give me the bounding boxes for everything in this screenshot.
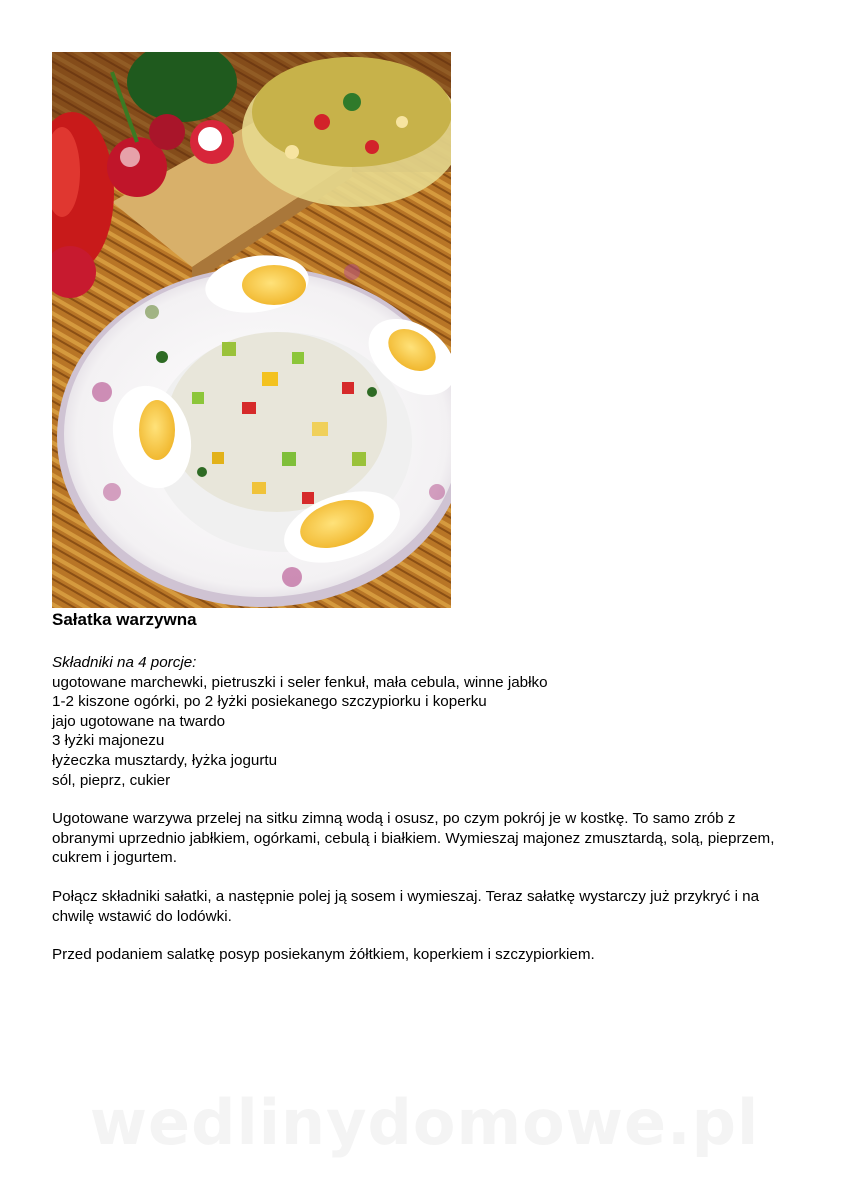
ingredient-item: sól, pieprz, cukier	[52, 771, 171, 789]
ingredient-item: 1-2 kiszone ogórki, po 2 łyżki posiekanego szczypiorku i koperku	[52, 693, 487, 711]
ingredients-list	[52, 673, 797, 791]
ingredient-item: łyżeczka musztardy, łyżka jogurtu	[52, 751, 278, 769]
ingredient-item: ugotowane marchewki, pietruszki i seler fenkuł, mała cebula, winne jabłko	[52, 673, 548, 691]
ingredient-item: 3 łyżki majonezu	[52, 732, 165, 750]
watermark: wedlinydomowe.pl	[89, 1086, 760, 1159]
recipe-body	[52, 653, 797, 965]
ingredients-heading: Składniki na 4 porcje:	[52, 654, 197, 671]
salad-photo	[52, 52, 451, 608]
instruction-paragraph-2: Połącz składniki sałatki, a następnie polej ją sosem i wymieszaj. Teraz sałatkę wystarczy już przykryć i na chwilę wstawić do lodówki.	[52, 887, 760, 925]
recipe-title: Sałatka warzywna	[52, 610, 197, 629]
instruction-paragraph-1: Ugotowane warzywa przelej na sitku zimną wodą i osusz, po czym pokrój je w kostkę. To samo zrób z obranymi uprzednio jabłkiem, ogórkami, cebulą i białkiem. Wymieszaj majonez zmusztardą, solą, pieprzem, cukrem i jogurtem.	[52, 810, 775, 867]
ingredient-item: jajo ugotowane na twardo	[52, 712, 226, 730]
instruction-paragraph-3: Przed podaniem salatkę posyp posiekanym żółtkiem, koperkiem i szczypiorkiem.	[52, 946, 595, 964]
